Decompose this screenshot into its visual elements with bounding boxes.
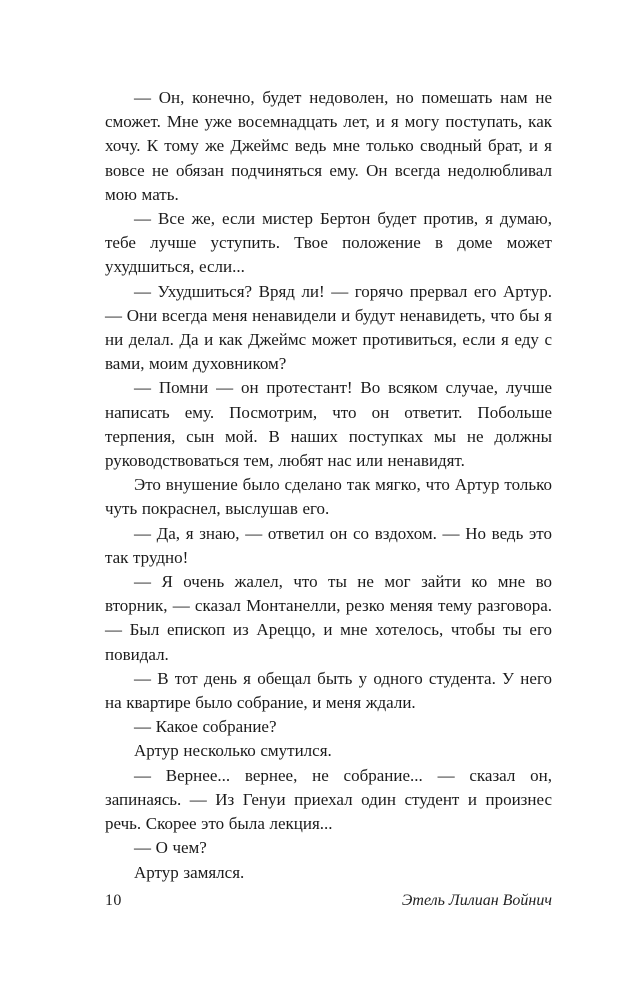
paragraph: — Ухудшиться? Вряд ли! — горячо прервал его Артур. — Они всегда меня ненавидели и будут ненавидеть, что бы я ни делал. Да и как Джеймс может противиться, если я еду с вами, моим духовником? xyxy=(105,281,552,374)
paragraph: — Все же, если мистер Бертон будет против, я думаю, тебе лучше уступить. Твое положение в доме может ухудшиться, если... xyxy=(105,209,552,277)
paragraph: Артур несколько смутился. xyxy=(134,741,332,761)
paragraph: — В тот день я обещал быть у одного студента. У него на квартире было собрание, и меня ждали. xyxy=(105,668,552,713)
page-footer xyxy=(105,892,552,910)
paragraph: — Помни — он протестант! Во всяком случае, лучше написать ему. Посмотрим, что он ответит. Побольше терпения, сын мой. В наших поступках мы не должны руководствоваться тем, любят нас или ненавидят. xyxy=(105,378,552,471)
paragraph: — Он, конечно, будет недоволен, но помешать нам не сможет. Мне уже восемнадцать лет, и я могу поступать, как хочу. К тому же Джеймс ведь мне только сводный брат, и я вовсе не обязан подчиняться ему. Он всегда недолюбливал мою мать. xyxy=(105,88,552,204)
paragraph: — Я очень жалел, что ты не мог зайти ко мне во вторник, — сказал Монтанелли, резко меняя тему разговора. — Был епископ из Ареццо, и мне хотелось, чтобы ты его повидал. xyxy=(105,572,552,664)
paragraph: Артур замялся. xyxy=(134,862,245,882)
paragraph: — О чем? xyxy=(134,838,207,858)
paragraph: — Вернее... вернее, не собрание... — сказал он, запинаясь. — Из Генуи приехал один студент и произнес речь. Скорее это была лекция... xyxy=(105,765,552,834)
page-number: 10 xyxy=(105,892,122,909)
paragraph: — Да, я знаю, — ответил он со вздохом. — Но ведь это так трудно! xyxy=(105,523,552,567)
paragraph: — Какое собрание? xyxy=(134,717,277,737)
paragraph: Это внушение было сделано так мягко, что Артур только чуть покраснел, выслушав его. xyxy=(105,475,552,519)
page-text xyxy=(105,86,552,885)
running-title-author: Этель Лилиан Войнич xyxy=(401,892,552,909)
